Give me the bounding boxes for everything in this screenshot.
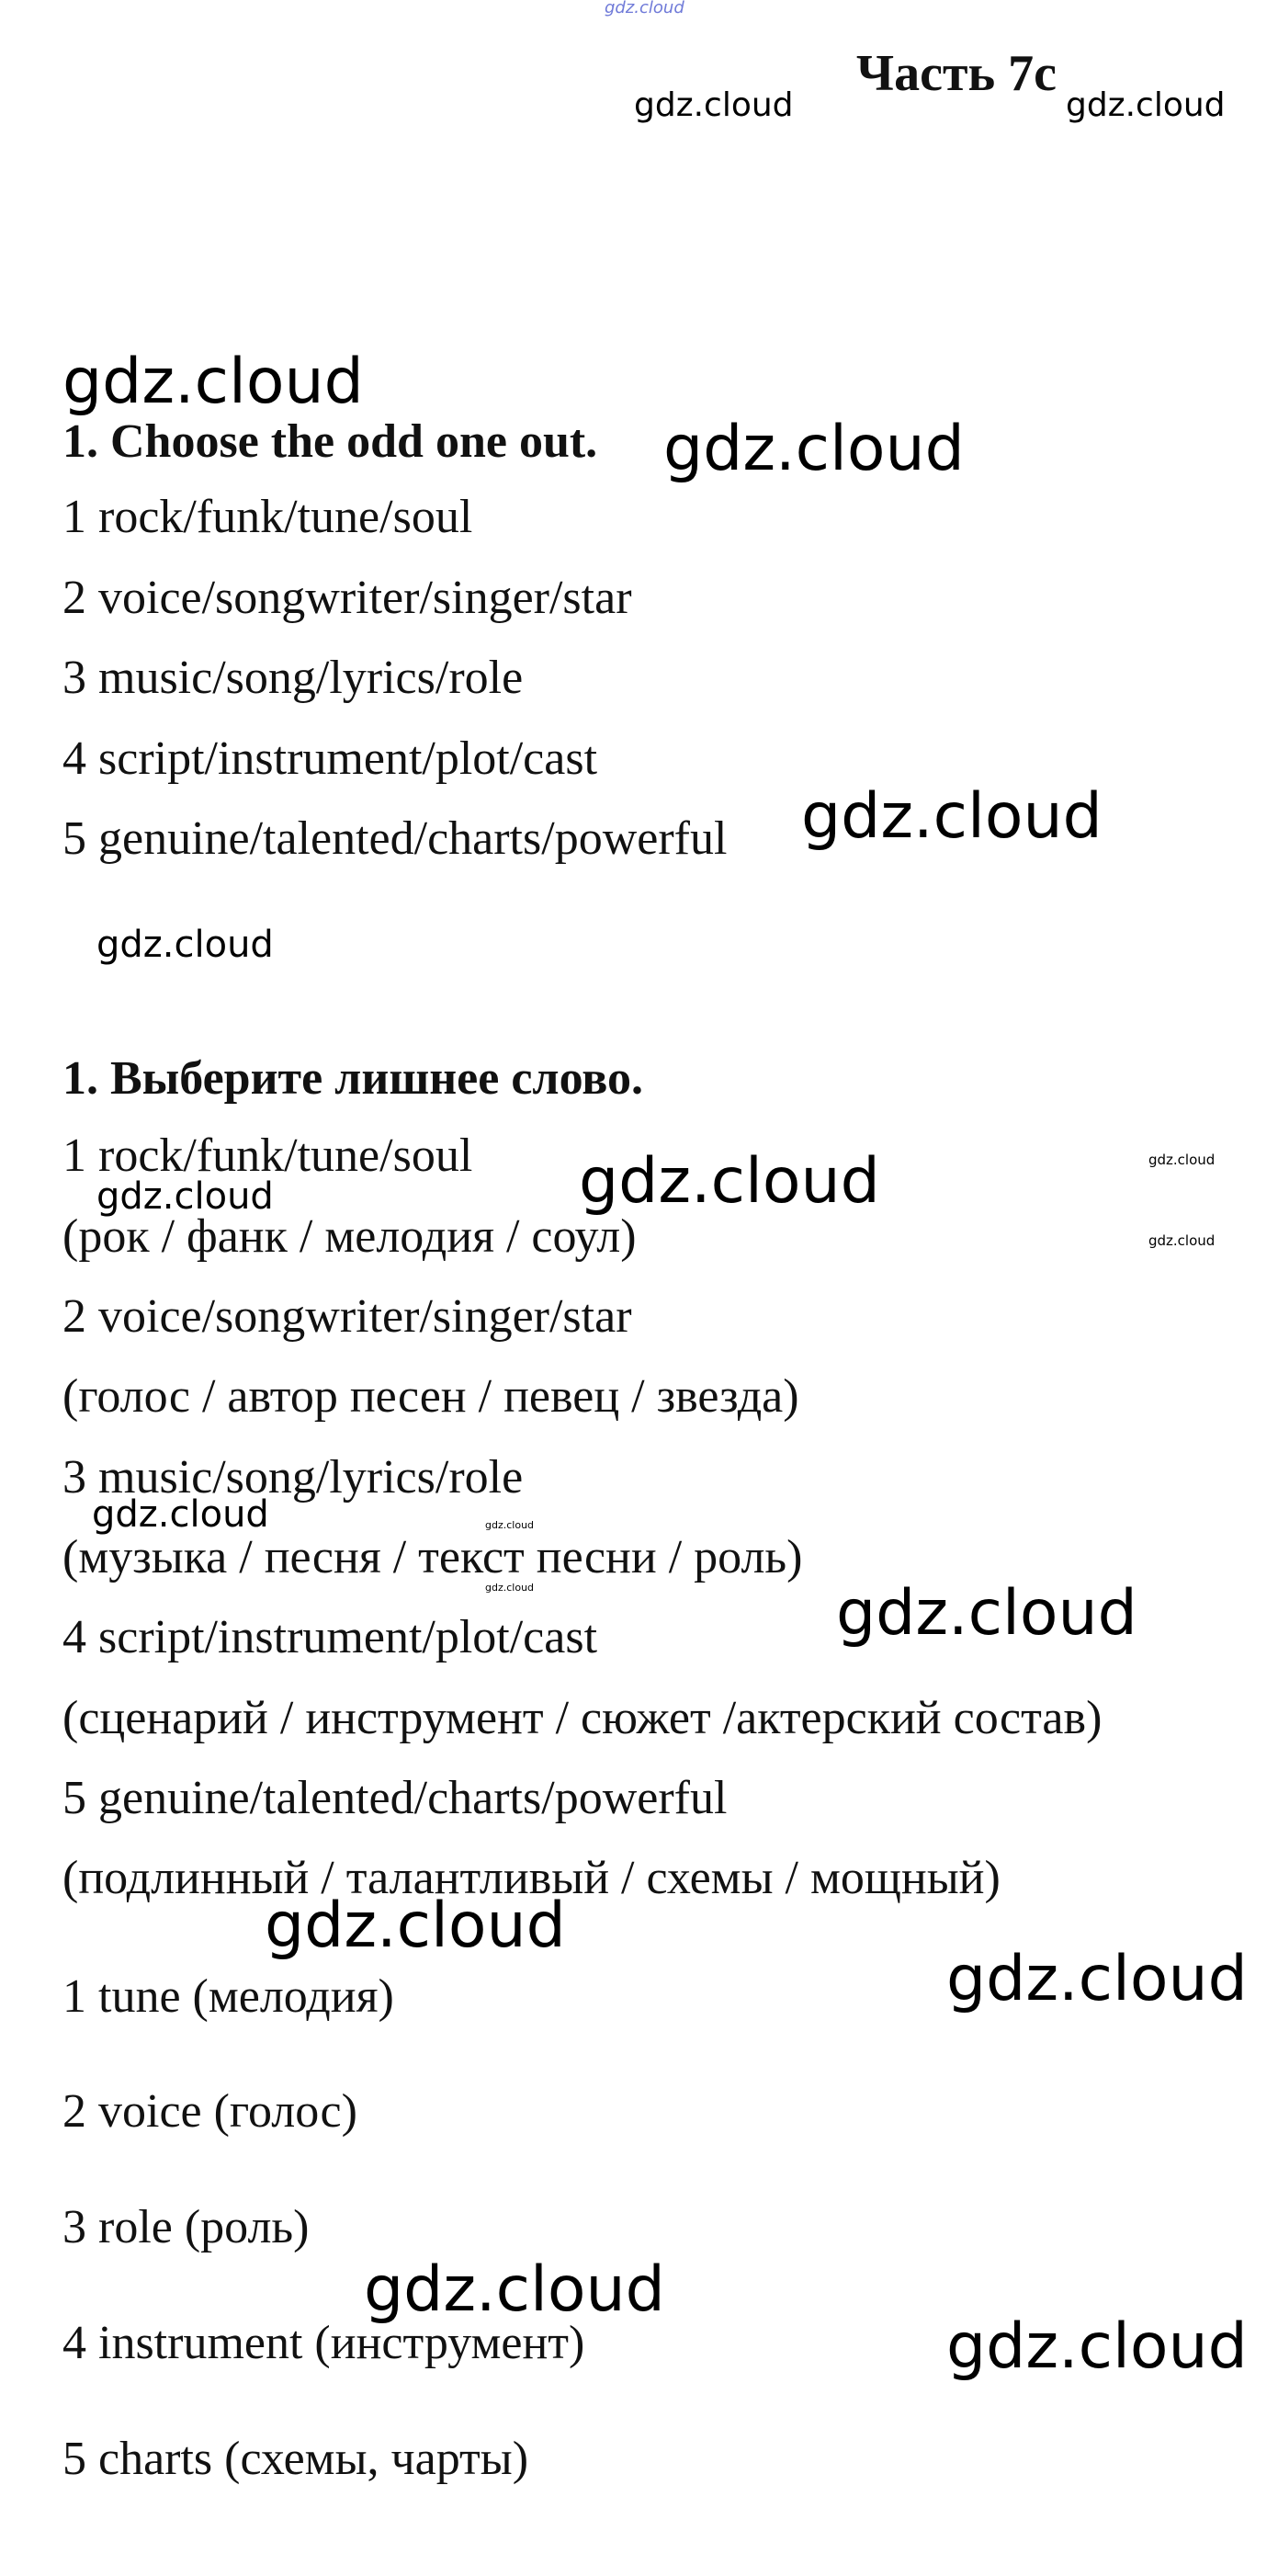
answer-item: 5 charts (схемы, чарты) xyxy=(62,2433,529,2485)
watermark: gdz.cloud xyxy=(364,2253,665,2326)
answer-item: 1 tune (мелодия) xyxy=(62,1970,394,2023)
answer-item: 3 role (роль) xyxy=(62,2201,310,2253)
exercise-item-en: 3 music/song/lyrics/role xyxy=(62,1451,524,1504)
watermark: gdz.cloud xyxy=(96,1175,274,1218)
exercise-item-en: 3 music/song/lyrics/role xyxy=(62,652,524,704)
exercise-item-en: 2 voice/songwriter/singer/star xyxy=(62,1290,632,1343)
answer-item: 2 voice (голос) xyxy=(62,2085,357,2138)
exercise-item-ru: (сценарий / инструмент / сюжет /актерский состав) xyxy=(62,1692,1103,1744)
watermark: gdz.cloud xyxy=(946,2310,1248,2383)
watermark: gdz.cloud xyxy=(634,86,794,124)
exercise-heading-en: 1. Choose the odd one out. xyxy=(62,415,598,468)
watermark: gdz.cloud xyxy=(605,0,684,17)
exercise-item-en: 4 script/instrument/plot/cast xyxy=(62,732,598,785)
watermark: gdz.cloud xyxy=(485,1582,535,1594)
watermark: gdz.cloud xyxy=(1148,1232,1216,1249)
watermark: gdz.cloud xyxy=(62,346,364,418)
exercise-item-en: 1 rock/funk/tune/soul xyxy=(62,1129,473,1182)
exercise-item-en: 5 genuine/talented/charts/powerful xyxy=(62,812,728,865)
watermark: gdz.cloud xyxy=(836,1577,1137,1650)
watermark: gdz.cloud xyxy=(1148,1152,1216,1168)
page-title: Часть 7c xyxy=(856,45,1057,102)
watermark: gdz.cloud xyxy=(1066,86,1226,124)
answer-item: 4 instrument (инструмент) xyxy=(62,2317,585,2369)
watermark: gdz.cloud xyxy=(801,780,1103,853)
watermark: gdz.cloud xyxy=(485,1519,535,1531)
watermark: gdz.cloud xyxy=(96,924,274,966)
exercise-item-ru: (музыка / песня / текст песни / роль) xyxy=(62,1531,803,1583)
exercise-item-en: 5 genuine/talented/charts/powerful xyxy=(62,1772,728,1824)
exercise-item-ru: (голос / автор песен / певец / звезда) xyxy=(62,1370,799,1423)
exercise-item-ru: (подлинный / талантливый / схемы / мощный) xyxy=(62,1852,1001,1904)
exercise-item-en: 2 voice/songwriter/singer/star xyxy=(62,572,632,624)
watermark: gdz.cloud xyxy=(663,413,965,485)
exercise-item-en: 1 rock/funk/tune/soul xyxy=(62,491,473,543)
exercise-item-ru: (рок / фанк / мелодия / соул) xyxy=(62,1210,637,1263)
watermark: gdz.cloud xyxy=(946,1943,1248,2015)
exercise-item-en: 4 script/instrument/plot/cast xyxy=(62,1611,598,1663)
watermark: gdz.cloud xyxy=(265,1889,566,1962)
exercise-heading-ru: 1. Выберите лишнее слово. xyxy=(62,1052,644,1105)
watermark: gdz.cloud xyxy=(579,1145,880,1218)
watermark: gdz.cloud xyxy=(92,1493,269,1536)
